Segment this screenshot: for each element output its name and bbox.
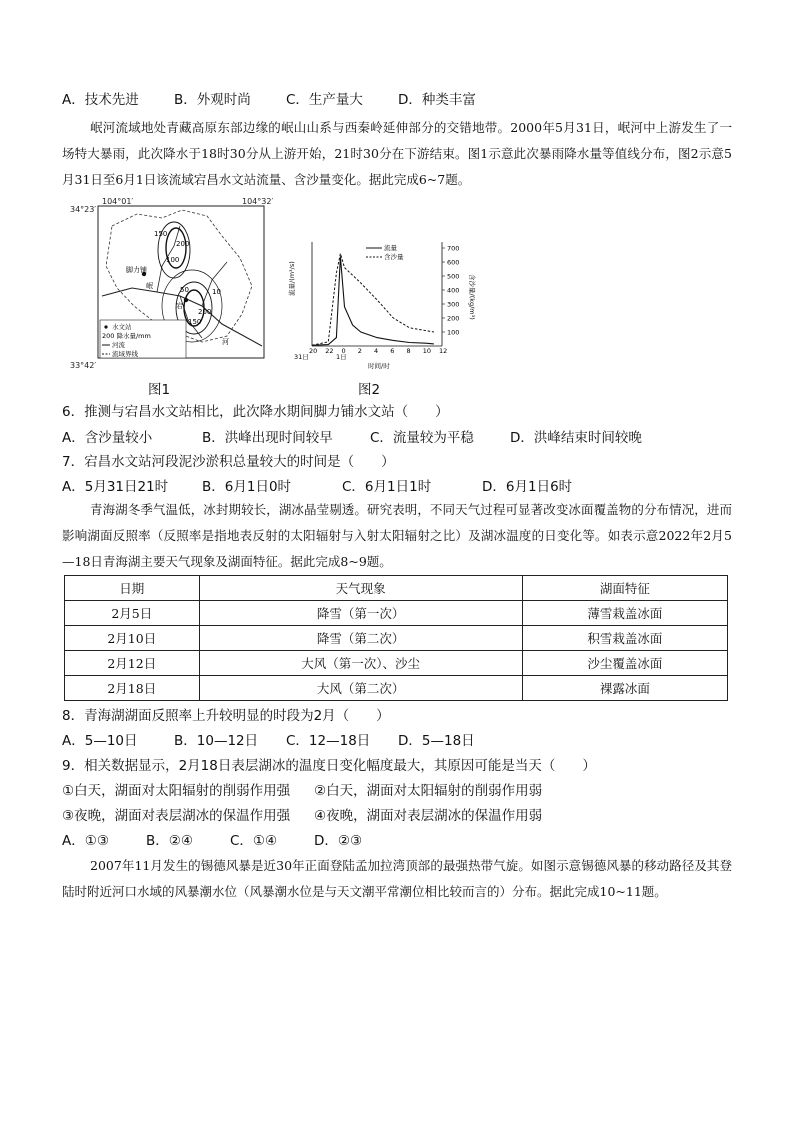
contour-label: 150 — [188, 318, 202, 326]
x-date-1: 1日 — [336, 353, 347, 361]
q8-options — [62, 731, 475, 751]
table-row — [65, 676, 728, 701]
passage-sidr: 2007年11月发生的锡德风暴是近30年正面登陆孟加拉湾顶部的最强热带气旋。如图示意锡德风暴的移动路径及其登陆时附近河口水域的风暴潮水位（风暴潮水位是与天文潮平常潮位相比较而言的）分布。据此完成10~11题。 — [62, 858, 732, 899]
table-row — [65, 626, 728, 651]
coord-lon-right: 104°32′ — [242, 197, 274, 206]
q9-item-2: ②白天，湖面对太阳辐射的削弱作用弱 — [314, 783, 543, 799]
table-cell: 2月5日 — [65, 601, 200, 626]
figure-2-chart — [284, 234, 480, 372]
contour-label: 100 — [166, 256, 180, 264]
table-cell: 2月12日 — [65, 651, 200, 676]
x-tick-label: 4 — [374, 347, 379, 355]
y-right-tick-label: 600 — [447, 258, 460, 267]
passage-qinghai: 青海湖冬季气温低，冰封期较长，湖冰晶莹剔透。研究表明，不同天气过程可显著改变冰面覆盖物的分布情况，进而影响湖面反照率（反照率是指地表反射的太阳辐射与入射太阳辐射之比）及湖冰温度的日变化等。如表示意2022年2月5—18日青海湖主要天气现象及湖面特征。据此完成8~9题。 — [62, 502, 732, 569]
legend-boundary: 流域界线 — [112, 350, 138, 358]
contour-label: 10 — [212, 288, 221, 296]
contour-label: 200 — [176, 240, 190, 248]
q5-options — [62, 90, 476, 110]
table-cell: 2月18日 — [65, 676, 200, 701]
legend-precip: 200 降水量/mm — [102, 332, 151, 340]
legend-sediment: 含沙量 — [384, 253, 404, 261]
q7-option-b: B．6月1日0时 — [202, 479, 292, 495]
table-cell: 大风（第一次）、沙尘 — [199, 651, 522, 676]
place-he: 河 — [222, 338, 229, 346]
table-cell: 积雪栽盖冰面 — [522, 626, 727, 651]
contour-label: 200 — [198, 308, 212, 316]
y-right-tick-label: 100 — [447, 328, 460, 337]
x-tick-label: 12 — [439, 347, 448, 355]
q6-options — [62, 428, 642, 448]
table-cell: 薄雪栽盖冰面 — [522, 601, 727, 626]
q5-option-b: B．外观时尚 — [174, 92, 251, 108]
table-cell: 沙尘覆盖冰面 — [522, 651, 727, 676]
q9-options — [62, 831, 362, 851]
q9-item-1: ①白天，湖面对太阳辐射的削弱作用强 — [62, 783, 291, 799]
table-row — [65, 601, 728, 626]
q9-item-3: ③夜晚，湖面对表层湖冰的保温作用强 — [62, 808, 291, 824]
q6-stem: 6．推测与宕昌水文站相比，此次降水期间脚力铺水文站（ ） — [62, 404, 449, 420]
table-cell: 裸露冰面 — [522, 676, 727, 701]
q8-option-a: A．5—10日 — [62, 733, 138, 749]
q8-stem: 8．青海湖湖面反照率上升较明显的时段为2月（ ） — [62, 708, 390, 724]
y-right-tick-label: 700 — [447, 244, 460, 253]
x-tick-label: 20 — [309, 347, 318, 355]
coord-lat-top: 34°23′ — [70, 205, 97, 214]
figure-1-caption: 图1 — [148, 382, 171, 398]
q9-option-a: A．①③ — [62, 833, 109, 849]
q5-option-d: D．种类丰富 — [398, 92, 476, 108]
place-jiaolipu: 脚力铺 — [126, 266, 147, 274]
passage-minhe: 岷河流域地处青藏高原东部边缘的岷山山系与西秦岭延伸部分的交错地带。2000年5月31日，岷河中上游发生了一场特大暴雨，此次降水于18时30分从上游开始，21时30分在下游结束。图1示意此次暴雨降水量等值线分布，图2示意5月31日至6月1日该流域宕昌水文站流量、含沙量变化。据此完成6~7题。 — [62, 120, 732, 187]
x-tick-label: 10 — [422, 347, 432, 355]
y-right-tick-label: 500 — [447, 272, 460, 281]
contour-label: 50 — [180, 286, 189, 294]
q9-items-row2 — [62, 806, 542, 826]
y-right-tick-label: 300 — [447, 300, 460, 309]
q7-option-a: A．5月31日21时 — [62, 479, 169, 495]
q9-option-d: D．②③ — [314, 833, 363, 849]
q9-item-4: ④夜晚，湖面对表层湖冰的保温作用弱 — [314, 808, 543, 824]
q5-option-c: C．生产量大 — [286, 92, 363, 108]
place-dang: 宕 — [176, 302, 183, 310]
q6-option-c: C．流量较为平稳 — [370, 430, 474, 446]
figure-1-map — [62, 196, 282, 372]
series-sediment-line — [312, 254, 434, 346]
table-cell: 降雪（第二次） — [199, 626, 522, 651]
legend-river: 河流 — [112, 341, 125, 349]
q9-items-row1 — [62, 781, 542, 801]
q8-option-b: B．10—12日 — [174, 733, 259, 749]
table-header-row — [65, 576, 728, 601]
y-right-label: 含沙量/(kg/m³) — [468, 274, 476, 320]
figure-2-caption: 图2 — [358, 382, 381, 398]
legend-flow: 流量 — [384, 244, 397, 252]
x-tick-label: 0 — [341, 347, 346, 355]
q9-option-c: C．①④ — [230, 833, 278, 849]
coord-lon-left: 104°01′ — [102, 197, 134, 206]
q8-option-c: C．12—18日 — [286, 733, 371, 749]
table-header: 湖面特征 — [522, 576, 727, 601]
y-right-tick-label: 200 — [447, 314, 460, 323]
y-right-tick-label: 400 — [447, 286, 460, 295]
q9-stem: 9．相关数据显示，2月18日表层湖冰的温度日变化幅度最大，其原因可能是当天（ ） — [62, 758, 596, 774]
q7-options — [62, 477, 572, 497]
x-tick-label: 8 — [406, 347, 411, 355]
q7-option-c: C．6月1日1时 — [342, 479, 432, 495]
q8-option-d: D．5—18日 — [398, 733, 475, 749]
river-branch-2 — [202, 262, 227, 306]
station-dangchang — [184, 298, 188, 302]
table-header: 天气现象 — [199, 576, 522, 601]
legend-station: 水文站 — [112, 323, 132, 331]
table-cell: 大风（第二次） — [199, 676, 522, 701]
place-min: 岷 — [146, 282, 153, 290]
q6-option-b: B．洪峰出现时间较早 — [202, 430, 333, 446]
q7-option-d: D．6月1日6时 — [482, 479, 573, 495]
contour-label: 150 — [154, 230, 168, 238]
q7-stem: 7．宕昌水文站河段泥沙淤积总量较大的时间是（ ） — [62, 454, 395, 470]
q6-option-d: D．洪峰结束时间较晚 — [510, 430, 642, 446]
coord-lat-bottom: 33°42′ — [70, 361, 97, 370]
weather-table — [64, 575, 728, 701]
q5-option-a: A．技术先进 — [62, 92, 139, 108]
y-left-label: 流量/(m³/s) — [288, 261, 296, 296]
table-header: 日期 — [65, 576, 200, 601]
x-tick-label: 6 — [390, 347, 395, 355]
table-cell: 降雪（第一次） — [199, 601, 522, 626]
series-flow-line — [312, 256, 434, 345]
x-tick-label: 2 — [357, 347, 362, 355]
x-date-31: 31日 — [294, 353, 309, 361]
table-row — [65, 651, 728, 676]
table-cell: 2月10日 — [65, 626, 200, 651]
x-tick-label: 22 — [325, 347, 334, 355]
q9-option-b: B．②④ — [146, 833, 193, 849]
x-axis-label: 时间/时 — [368, 362, 390, 370]
q6-option-a: A．含沙量较小 — [62, 430, 153, 446]
